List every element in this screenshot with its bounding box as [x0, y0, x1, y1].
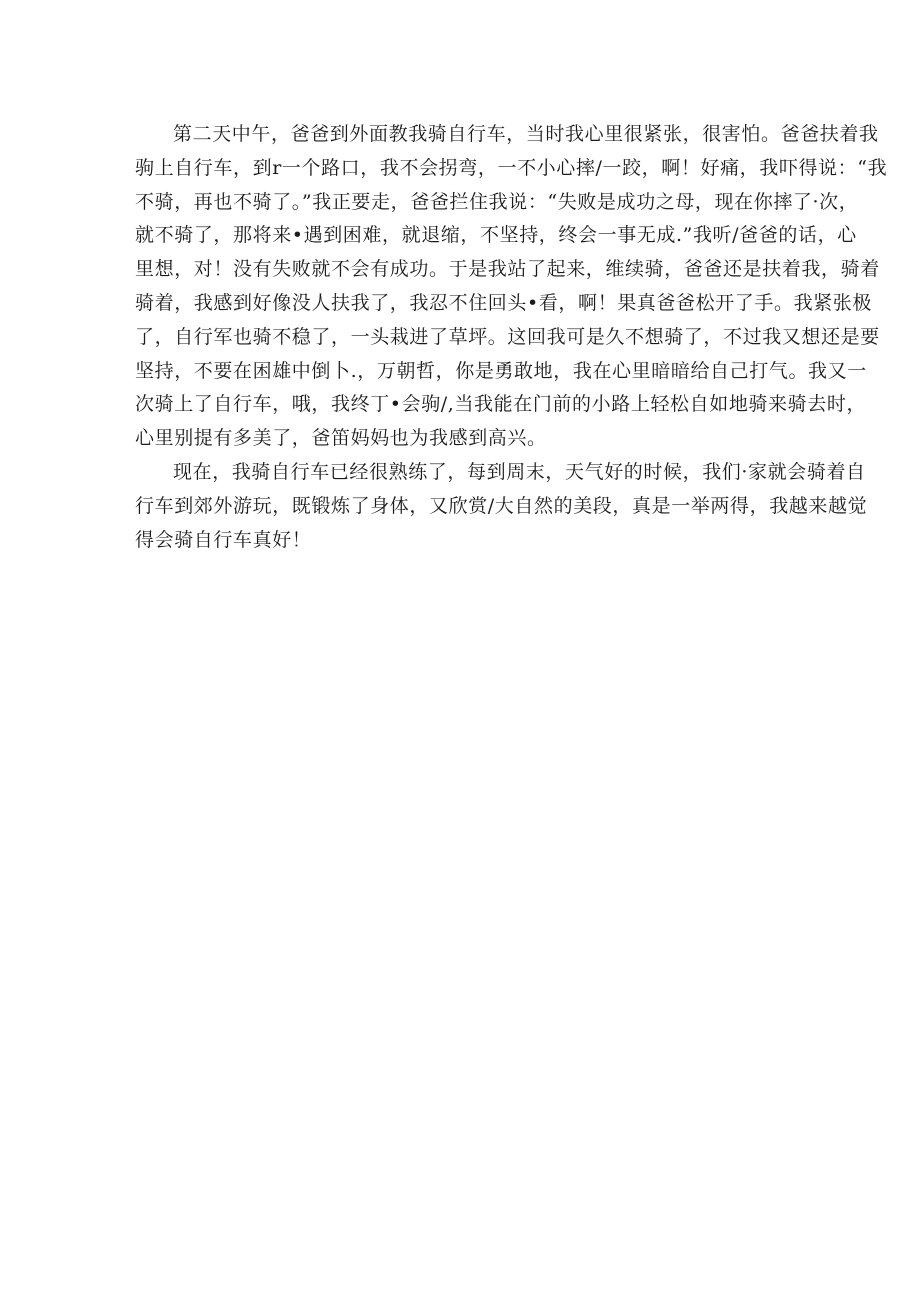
paragraph-line: 就不骑了，那将来•遇到困难，就退缩，不坚持，终会一事无成.”我听/爸爸的话，心: [135, 224, 857, 247]
paragraph-line: 坚持，不要在困雄中倒卜.，万朝哲，你是勇敢地，我在心里暗暗给自己打气。我又一: [135, 359, 867, 382]
document-body: [135, 118, 888, 557]
paragraph-line: 里想，对！没有失败就不会有成功。于是我站了起来，维续骑，爸爸还是扶着我，骑着: [135, 258, 880, 281]
paragraph-line: 现在，我骑自行车已经很熟练了，每到周末，天气好的时候，我们·家就会骑着自: [173, 460, 866, 483]
paragraph-line: 得会骑自行车真好！: [135, 528, 312, 551]
paragraph-line: 心里别提有多美了，爸笛妈妈也为我感到高兴。: [135, 427, 547, 450]
paragraph-1: [135, 118, 888, 456]
paragraph-line: 行车到郊外游玩，既锻炼了身体，又欣赏/大自然的美段，真是一举两得，我越来越觉: [135, 494, 868, 517]
paragraph-line: 第二天中午，爸爸到外面教我骑自行车，当时我心里很紧张，很害怕。爸爸扶着我: [173, 123, 879, 145]
paragraph-line: 次骑上了自行车，哦，我终丁•会驹/,当我能在门前的小路上轻松自如地骑来骑去时，: [135, 393, 867, 416]
paragraph-line: 骑着，我感到好像没人扶我了，我忍不住回头•看，啊！果真爸爸松开了手。我紧张极: [135, 291, 873, 314]
paragraph-line: 了，自行军也骑不稳了，一头栽进了草坪。这回我可是久不想骑了，不过我又想还是要: [135, 325, 880, 348]
paragraph-line: 不骑，再也不骑了。”我正要走，爸爸拦住我说：“失败是成功之母，现在你摔了·次，: [135, 190, 859, 213]
paragraph-2: [135, 456, 868, 557]
paragraph-line: 驹上自行车，到r一个路口，我不会拐弯，一不小心摔/一跤，啊！好痛，我吓得说：“我: [135, 156, 888, 179]
